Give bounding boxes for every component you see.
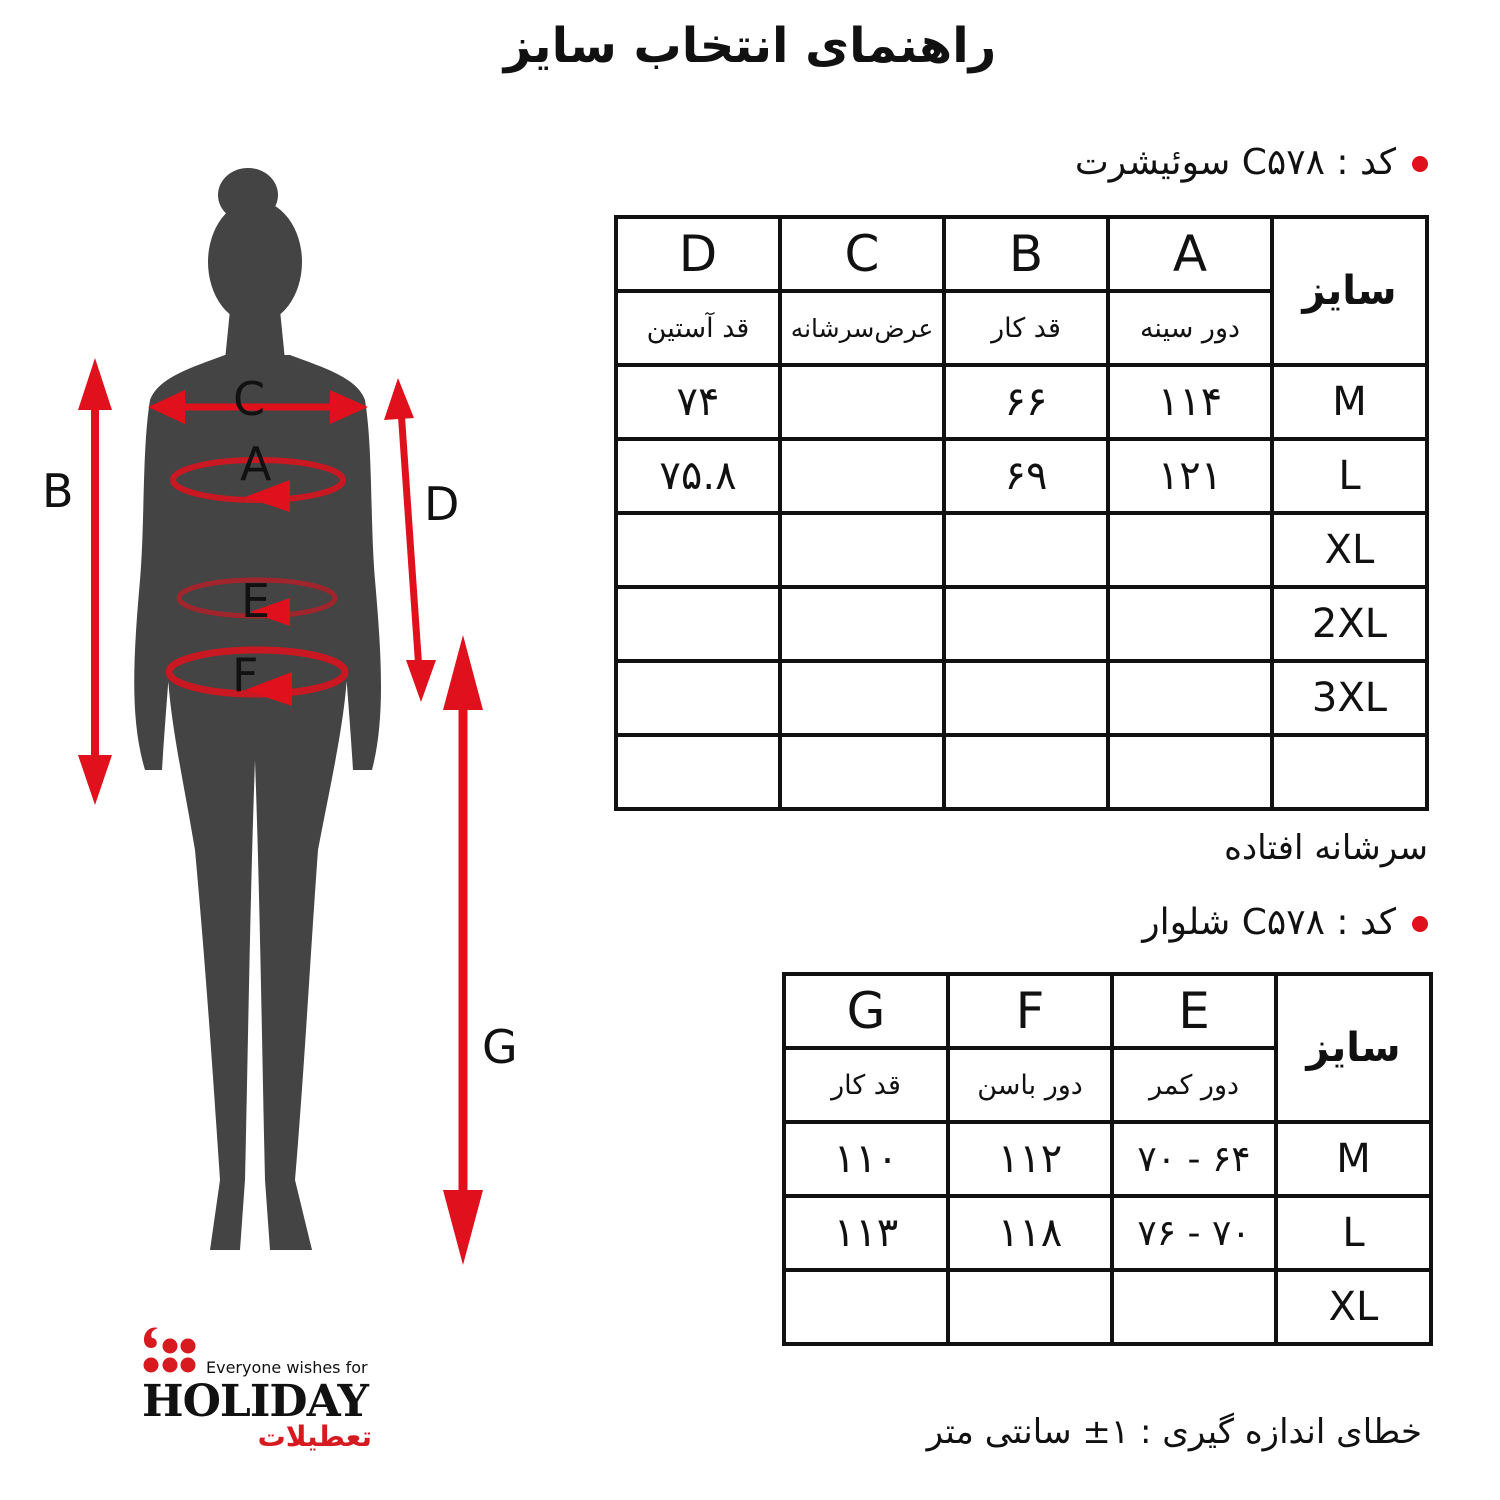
table-cell: ۷۴ <box>616 365 780 439</box>
table-cell <box>784 1270 948 1344</box>
table-row <box>784 1122 1431 1196</box>
size-cell: 3XL <box>1272 661 1427 735</box>
bullet-dot <box>1412 156 1428 172</box>
table-cell <box>944 661 1108 735</box>
measure-g-arrow <box>443 635 483 1265</box>
column-label: دور کمر <box>1112 1048 1276 1122</box>
table-row <box>784 1270 1431 1344</box>
table-cell <box>1108 587 1272 661</box>
top-size-table <box>614 215 1429 811</box>
size-cell: L <box>1276 1196 1431 1270</box>
bottom-size-table <box>782 972 1433 1346</box>
female-silhouette <box>134 168 381 1250</box>
body-measurement-figure <box>0 150 560 1280</box>
column-letter: E <box>1112 974 1276 1048</box>
column-letter: A <box>1108 217 1272 291</box>
column-label: قد آستین <box>616 291 780 365</box>
column-letter: B <box>944 217 1108 291</box>
table-cell: ۶۶ <box>944 365 1108 439</box>
table-row <box>616 513 1427 587</box>
table-cell <box>948 1270 1112 1344</box>
table-cell: ۱۱۳ <box>784 1196 948 1270</box>
table-cell <box>1108 513 1272 587</box>
measurement-error-note: خطای اندازه گیری : ۱± سانتی متر <box>926 1412 1422 1452</box>
table-cell: ۱۱۲ <box>948 1122 1112 1196</box>
table-row <box>616 439 1427 513</box>
table-cell <box>780 513 944 587</box>
column-letter: F <box>948 974 1112 1048</box>
size-cell: M <box>1276 1122 1431 1196</box>
table-cell <box>944 587 1108 661</box>
top-section-heading: کد : C۵۷۸ سوئیشرت <box>1075 142 1428 183</box>
table-cell <box>780 439 944 513</box>
table-cell <box>1108 735 1272 809</box>
bullet-dot <box>1412 916 1428 932</box>
bottom-section-heading: کد : C۵۷۸ شلوار <box>1142 902 1428 943</box>
table-cell <box>1108 661 1272 735</box>
table-cell: ۶۴ - ۷۰ <box>1112 1122 1276 1196</box>
logo-tagline: Everyone wishes for <box>206 1358 368 1377</box>
measure-d-arrow <box>384 378 436 702</box>
label-g: G <box>482 1020 518 1074</box>
table-row <box>784 1196 1431 1270</box>
logo-name-fa: تعطیلات <box>257 1420 372 1453</box>
table-cell <box>616 587 780 661</box>
size-cell: L <box>1272 439 1427 513</box>
size-cell: XL <box>1272 513 1427 587</box>
table-cell <box>780 735 944 809</box>
table-cell: ۱۱۴ <box>1108 365 1272 439</box>
column-label: قد کار <box>784 1048 948 1122</box>
table-cell <box>616 735 780 809</box>
table-cell: ۷۰ - ۷۶ <box>1112 1196 1276 1270</box>
table-cell <box>780 587 944 661</box>
table-cell <box>1112 1270 1276 1344</box>
column-letter: C <box>780 217 944 291</box>
table-cell <box>944 513 1108 587</box>
size-header: سایز <box>1272 217 1427 365</box>
dropped-shoulder-note: سرشانه افتاده <box>1224 828 1428 868</box>
label-a: A <box>240 437 272 491</box>
table-cell: ۶۹ <box>944 439 1108 513</box>
table-cell: ۷۵.۸ <box>616 439 780 513</box>
label-e: E <box>241 574 271 628</box>
logo-dots-icon <box>142 1324 206 1376</box>
label-c: C <box>233 372 266 426</box>
table-cell <box>780 365 944 439</box>
size-cell: 2XL <box>1272 587 1427 661</box>
table-row <box>616 365 1427 439</box>
table-row <box>616 661 1427 735</box>
measure-b-arrow <box>78 358 112 805</box>
table-cell <box>780 661 944 735</box>
holiday-logo <box>142 1324 382 1454</box>
table-row <box>616 735 1427 809</box>
size-cell: XL <box>1276 1270 1431 1344</box>
table-cell <box>944 735 1108 809</box>
size-cell: M <box>1272 365 1427 439</box>
size-cell <box>1272 735 1427 809</box>
column-letter: G <box>784 974 948 1048</box>
table-cell <box>616 513 780 587</box>
column-label: قد کار <box>944 291 1108 365</box>
logo-name: HOLIDAY <box>142 1376 368 1427</box>
column-label: عرض‌سرشانه <box>780 291 944 365</box>
label-b: B <box>42 464 74 518</box>
column-label: دور باسن <box>948 1048 1112 1122</box>
column-letter: D <box>616 217 780 291</box>
table-row <box>616 587 1427 661</box>
table-cell: ۱۲۱ <box>1108 439 1272 513</box>
column-label: دور سینه <box>1108 291 1272 365</box>
size-header: سایز <box>1276 974 1431 1122</box>
table-cell <box>616 661 780 735</box>
table-cell: ۱۱۸ <box>948 1196 1112 1270</box>
label-f: F <box>232 648 259 702</box>
page-title: راهنمای انتخاب سایز <box>503 18 997 74</box>
label-d: D <box>424 477 460 531</box>
table-cell: ۱۱۰ <box>784 1122 948 1196</box>
